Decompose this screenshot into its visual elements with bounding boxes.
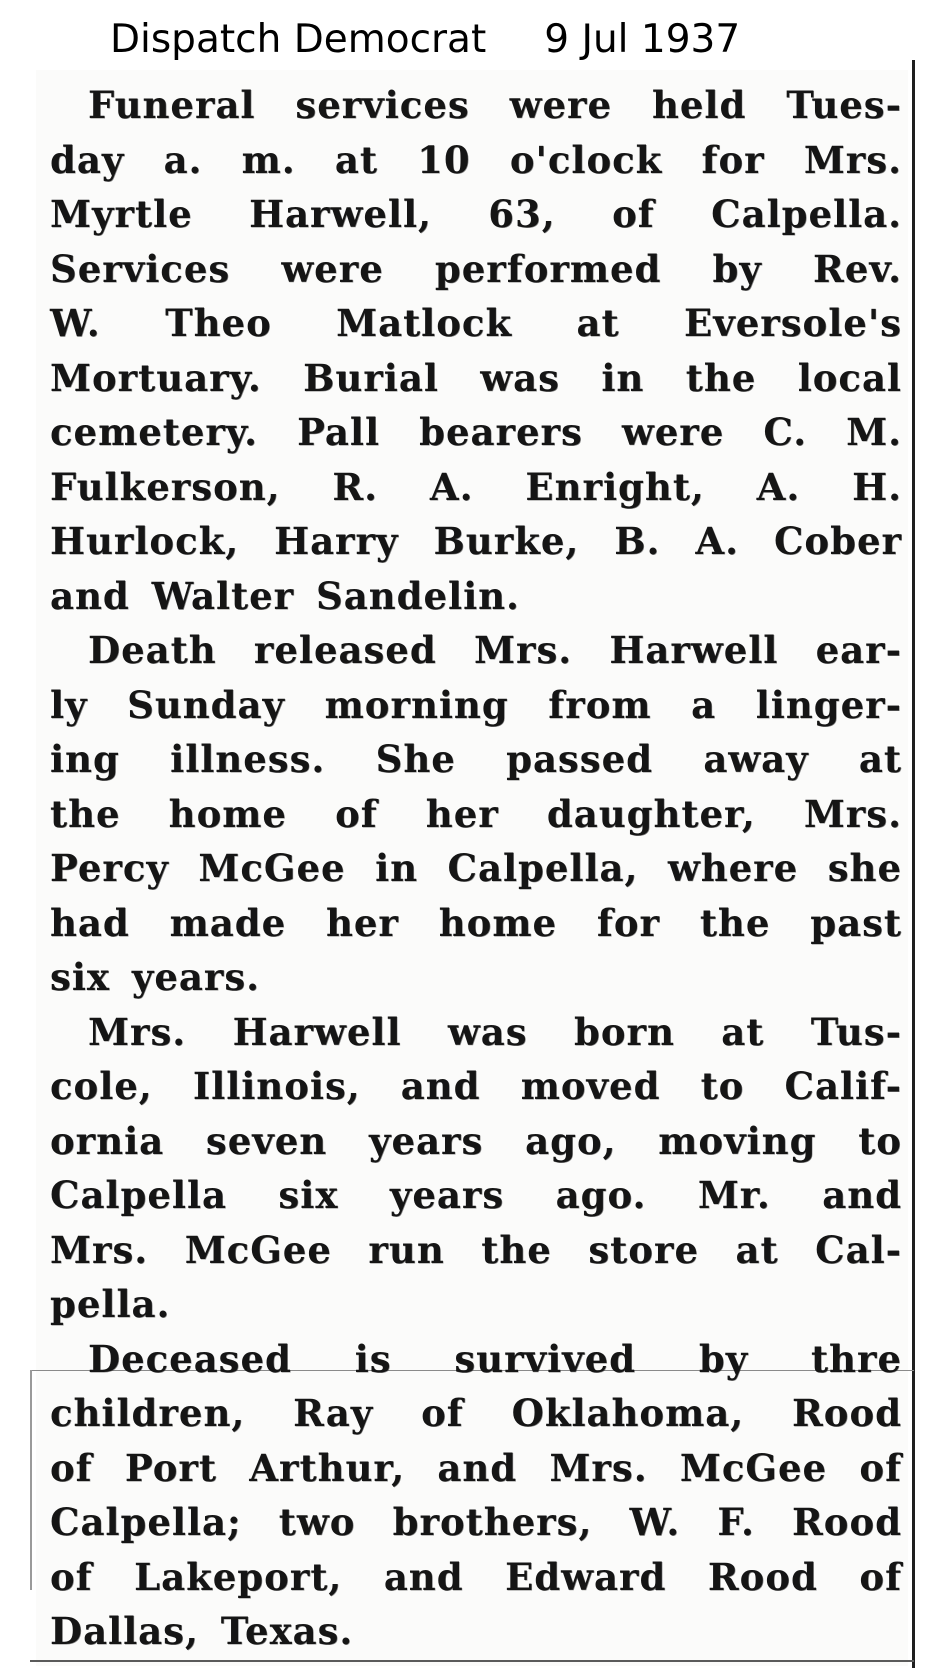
article-line: ing illness. She passed away at bbox=[50, 737, 902, 781]
column-rule-right bbox=[912, 60, 915, 1668]
article-line: Calpella; two brothers, W. F. Rood bbox=[50, 1500, 902, 1544]
article-line: of Lakeport, and Edward Rood of bbox=[50, 1554, 902, 1599]
article-line: ly Sunday morning from a linger- bbox=[50, 682, 902, 727]
article-line: ornia seven years ago, moving to bbox=[50, 1118, 902, 1163]
article-line: six years. bbox=[50, 955, 261, 999]
article-line: Percy McGee in Calpella, where she bbox=[50, 846, 902, 890]
article-line: Deceased is survived by thre bbox=[88, 1336, 902, 1381]
article-line: Hurlock, Harry Burke, B. A. Cober bbox=[50, 519, 902, 563]
article-line: Calpella six years ago. Mr. and bbox=[50, 1173, 902, 1217]
publication-date: 9 Jul 1937 bbox=[544, 17, 741, 62]
article-line: the home of her daughter, Mrs. bbox=[50, 791, 902, 836]
article-line: Death released Mrs. Harwell ear- bbox=[88, 628, 902, 672]
article-line: of Port Arthur, and Mrs. McGee of bbox=[50, 1445, 902, 1490]
article-line: pella. bbox=[50, 1282, 171, 1326]
article-line: Funeral services were held Tues- bbox=[88, 83, 902, 127]
article-line: cole, Illinois, and moved to Calif- bbox=[50, 1064, 902, 1108]
article-line: Myrtle Harwell, 63, of Calpella. bbox=[50, 192, 902, 236]
article-line: and Walter Sandelin. bbox=[50, 573, 520, 618]
article-line: W. Theo Matlock at Eversole's bbox=[50, 301, 902, 345]
article-line: Fulkerson, R. A. Enright, A. H. bbox=[50, 464, 902, 509]
article-line: children, Ray of Oklahoma, Rood bbox=[50, 1391, 902, 1435]
article-line: Services were performed by Rev. bbox=[50, 246, 902, 291]
article-line: day a. m. at 10 o'clock for Mrs. bbox=[50, 137, 902, 182]
article-line: Dallas, Texas. bbox=[50, 1609, 354, 1653]
article-line: Mrs. McGee run the store at Cal- bbox=[50, 1227, 902, 1272]
article-line: had made her home for the past bbox=[50, 900, 902, 945]
obituary-article bbox=[50, 78, 902, 1659]
article-line: cemetery. Pall bearers were C. M. bbox=[50, 410, 902, 454]
column-rule-left bbox=[30, 1370, 32, 1590]
article-line: Mrs. Harwell was born at Tus- bbox=[88, 1009, 902, 1054]
clipping-caption bbox=[110, 14, 870, 66]
publication-name: Dispatch Democrat bbox=[110, 17, 487, 62]
column-rule-bottom bbox=[30, 1660, 914, 1662]
article-line: Mortuary. Burial was in the local bbox=[50, 355, 902, 400]
